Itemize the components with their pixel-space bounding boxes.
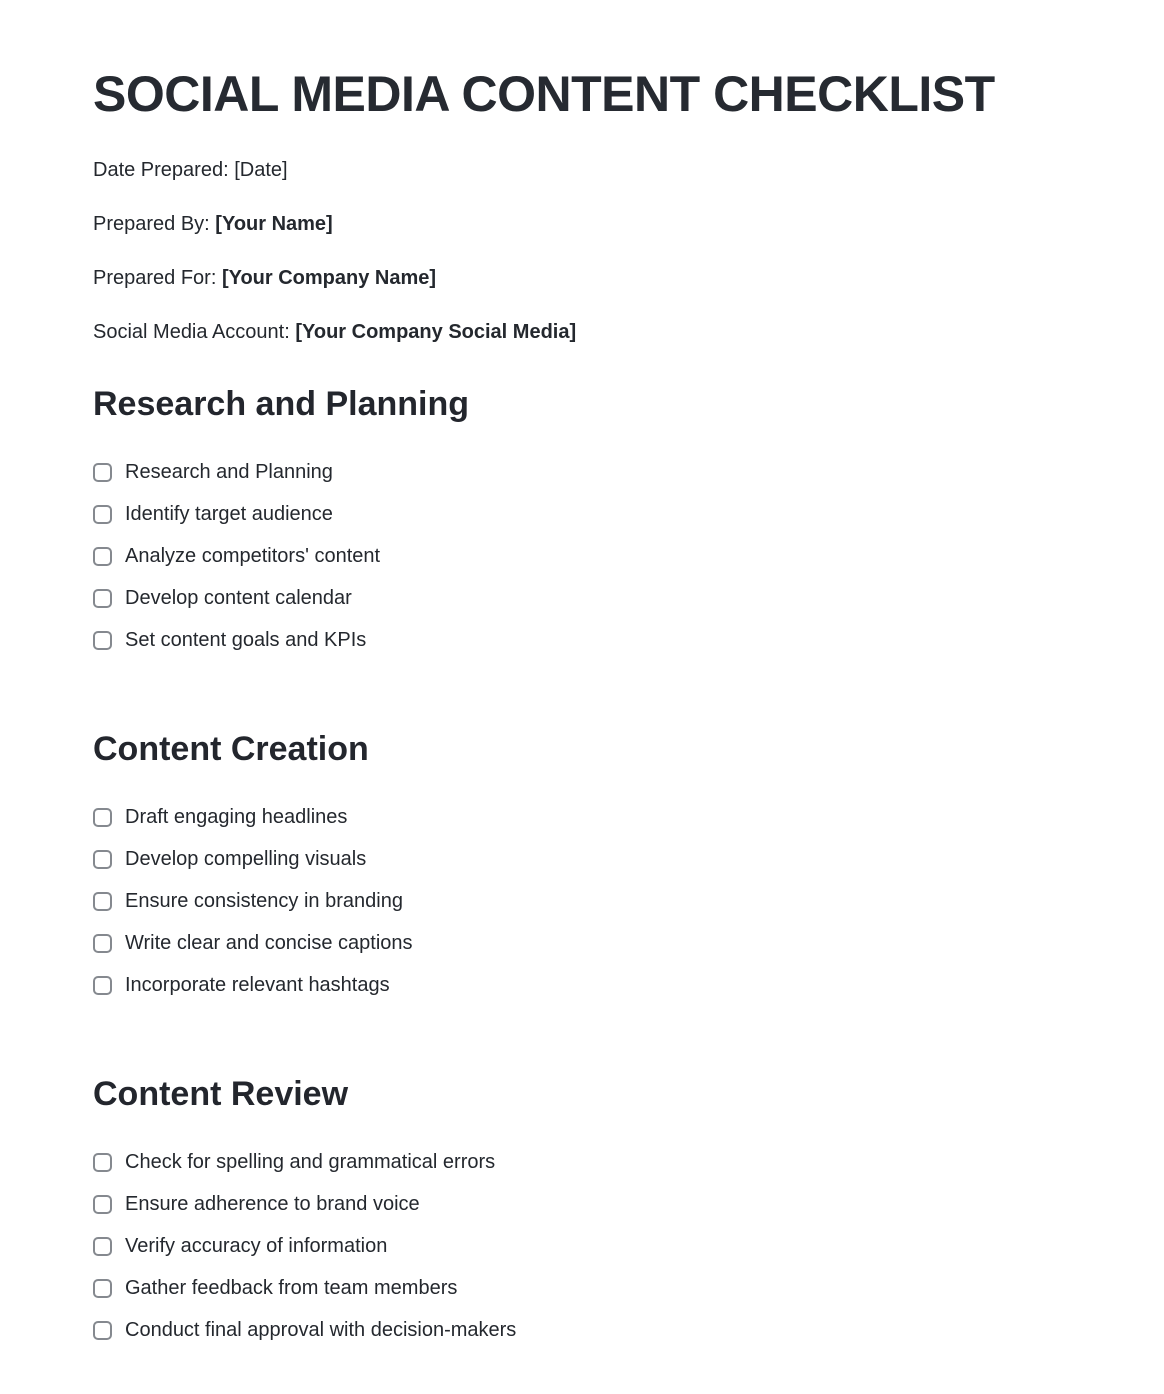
checklist-item bbox=[93, 1183, 1044, 1225]
checklist-item-label: Write clear and concise captions bbox=[125, 932, 413, 954]
meta-value: [Date] bbox=[234, 159, 288, 181]
checklist-item bbox=[93, 1309, 1044, 1351]
checklist-item-label: Incorporate relevant hashtags bbox=[125, 974, 390, 996]
checklist-section bbox=[93, 1074, 1044, 1351]
checklist-item-label: Develop content calendar bbox=[125, 587, 352, 609]
checkbox[interactable] bbox=[93, 505, 112, 524]
checklist-items bbox=[93, 796, 1044, 1006]
checkbox[interactable] bbox=[93, 1321, 112, 1340]
checklist-item-label: Draft engaging headlines bbox=[125, 806, 348, 828]
checklist-item bbox=[93, 1141, 1044, 1183]
checklist-item bbox=[93, 619, 1044, 661]
checklist-section bbox=[93, 729, 1044, 1006]
checkbox[interactable] bbox=[93, 808, 112, 827]
checklist-item bbox=[93, 535, 1044, 577]
checklist-item bbox=[93, 796, 1044, 838]
checklist-item bbox=[93, 451, 1044, 493]
section-heading: Content Creation bbox=[93, 730, 369, 768]
checklist-item bbox=[93, 493, 1044, 535]
checklist-items bbox=[93, 1141, 1044, 1351]
meta-line bbox=[93, 159, 1044, 182]
checkbox[interactable] bbox=[93, 589, 112, 608]
checklist-item bbox=[93, 964, 1044, 1006]
meta-value: [Your Company Social Media] bbox=[295, 321, 577, 343]
checklist-item-label: Ensure consistency in branding bbox=[125, 890, 403, 912]
checklist-item-label: Analyze competitors' content bbox=[125, 545, 381, 567]
meta-label: Prepared For: bbox=[93, 267, 217, 289]
meta-line bbox=[93, 321, 1044, 344]
checkbox[interactable] bbox=[93, 1153, 112, 1172]
page-title: SOCIAL MEDIA CONTENT CHECKLIST bbox=[93, 66, 995, 122]
checklist-item-label: Gather feedback from team members bbox=[125, 1277, 458, 1299]
meta-label: Date Prepared: bbox=[93, 159, 229, 181]
meta-label: Prepared By: bbox=[93, 213, 210, 235]
meta-line bbox=[93, 213, 1044, 236]
meta-value: [Your Name] bbox=[215, 213, 333, 235]
checklist-items bbox=[93, 451, 1044, 661]
checkbox[interactable] bbox=[93, 463, 112, 482]
checklist-item-label: Develop compelling visuals bbox=[125, 848, 367, 870]
checklist-item bbox=[93, 1267, 1044, 1309]
checklist-item-label: Verify accuracy of information bbox=[125, 1235, 388, 1257]
checklist-item bbox=[93, 1225, 1044, 1267]
checklist-item-label: Check for spelling and grammatical errors bbox=[125, 1151, 496, 1173]
checkbox[interactable] bbox=[93, 934, 112, 953]
checklist-item bbox=[93, 838, 1044, 880]
checkbox[interactable] bbox=[93, 976, 112, 995]
section-heading: Content Review bbox=[93, 1075, 349, 1113]
meta-section bbox=[93, 159, 1044, 344]
section-heading: Research and Planning bbox=[93, 385, 469, 423]
checklist-item bbox=[93, 880, 1044, 922]
checklist-item-label: Research and Planning bbox=[125, 461, 333, 483]
checklist-item bbox=[93, 577, 1044, 619]
checklist-section bbox=[93, 384, 1044, 661]
checkbox[interactable] bbox=[93, 1279, 112, 1298]
meta-line bbox=[93, 267, 1044, 290]
checkbox[interactable] bbox=[93, 892, 112, 911]
checklist-item bbox=[93, 922, 1044, 964]
checklist-sections bbox=[93, 384, 1044, 1351]
checkbox[interactable] bbox=[93, 850, 112, 869]
checklist-item-label: Set content goals and KPIs bbox=[125, 629, 367, 651]
checkbox[interactable] bbox=[93, 1237, 112, 1256]
checklist-item-label: Identify target audience bbox=[125, 503, 333, 525]
checklist-item-label: Ensure adherence to brand voice bbox=[125, 1193, 420, 1215]
meta-value: [Your Company Name] bbox=[221, 267, 437, 289]
checkbox[interactable] bbox=[93, 547, 112, 566]
checkbox[interactable] bbox=[93, 631, 112, 650]
checkbox[interactable] bbox=[93, 1195, 112, 1214]
checklist-item-label: Conduct final approval with decision-makers bbox=[125, 1319, 517, 1341]
meta-label: Social Media Account: bbox=[93, 321, 290, 343]
